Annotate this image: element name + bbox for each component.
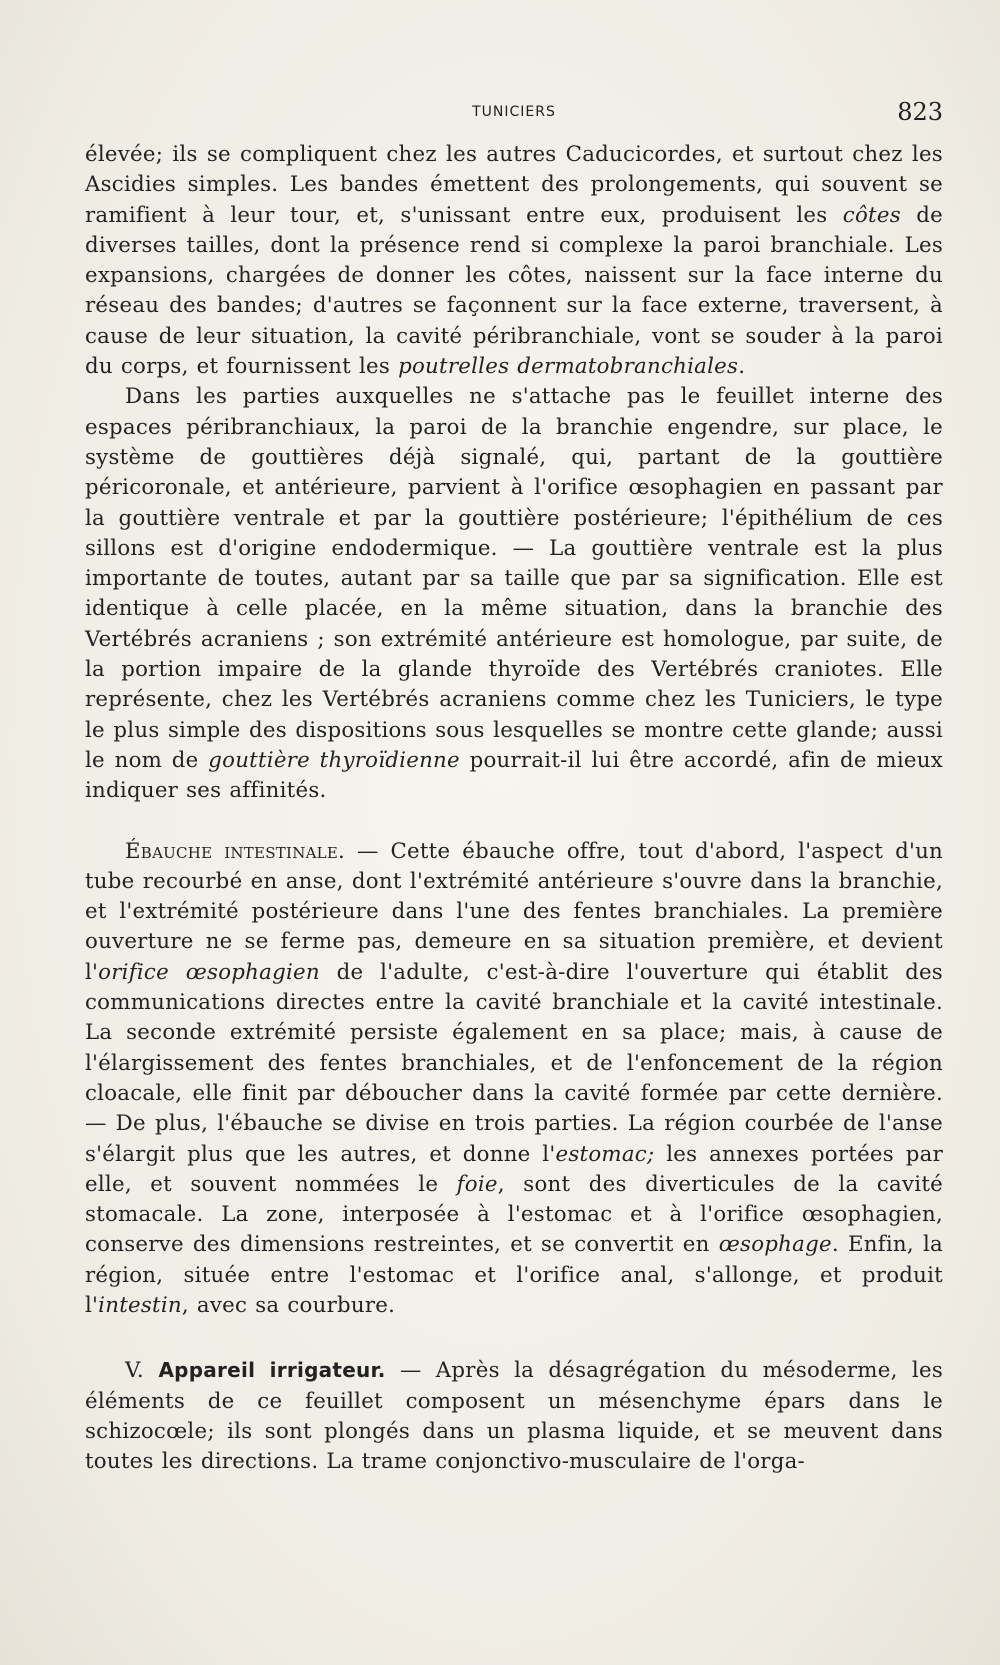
page-number: 823 bbox=[897, 98, 943, 126]
body-text bbox=[85, 140, 943, 1477]
emphasis: poutrelles dermatobranchiales bbox=[398, 354, 739, 380]
emphasis: œsophage bbox=[718, 1232, 832, 1258]
running-title: TUNICIERS bbox=[472, 104, 556, 120]
emphasis: côtes bbox=[842, 202, 901, 228]
emphasis: foie bbox=[456, 1171, 498, 1197]
subsection-heading: Ébauche intestinale. bbox=[125, 838, 346, 864]
paragraph: Dans les parties auxquelles ne s'attache pas le feuillet interne des espaces péribranchiaux, la paroi de la branchie engendre, sur place, le système de gouttières déjà signalé, qui, partant de la gouttière péricoronale, et antérieure, parvient à l'orifice œsophagien en passant par la gouttière ventrale et par la gouttière postérieure; l'épithélium de ces sillons est d'origine endodermique. — La gouttière ventrale est la plus importante de toutes, autant par sa taille que par sa signification. Elle est identique à celle placée, en la même situation, dans la branchie des Vertébrés acraniens ; son extrémité antérieure est homologue, par suite, de la portion impaire de la glande thyroïde des Vertébrés craniotes. Elle représente, chez les Vertébrés acraniens comme chez les Tuniciers, le type le plus simple des dispositions sous lesquelles se montre cette glande; aussi le nom de gouttière thyroïdienne pourrait-il lui être accordé, afin de mieux indiquer ses affinités. bbox=[85, 384, 943, 804]
paragraph: élevée; ils se compliquent chez les autres Caducicordes, et surtout chez les Ascidies simples. Les bandes émettent des prolongements, qui souvent se ramifient à leur tour, et, s'unissant entre eux, produisent les côtes de diverses tailles, dont la présence rend si complexe la paroi branchiale. Les expansions, chargées de donner les côtes, naissent sur la face interne du réseau des bandes; d'autres se façonnent sur la face externe, traversent, à cause de leur situation, la cavité péribranchiale, vont se souder à la paroi du corps, et fournissent les poutrelles dermatobranchiales. bbox=[85, 142, 943, 380]
section-heading: V. Appareil irrigateur. bbox=[125, 1358, 386, 1384]
paragraph: V. Appareil irrigateur. — Après la désagrégation du mésoderme, les éléments de ce feuillet composent un mésenchyme épars dans le schizocœle; ils sont plongés dans un plasma liquide, et se meuvent dans toutes les directions. La trame conjonctivo-musculaire de l'orga- bbox=[85, 1358, 944, 1475]
emphasis: estomac; bbox=[555, 1141, 655, 1167]
paragraph: Ébauche intestinale. — Cette ébauche offre, tout d'abord, l'aspect d'un tube recourbé en anse, dont l'extrémité antérieure s'ouvre dans la branchie, et l'extrémité postérieure dans l'une des fentes branchiales. La première ouverture ne se ferme pas, demeure en sa situation première, et devient l'orifice œsophagien de l'adulte, c'est-à-dire l'ouverture qui établit des communications directes entre la cavité branchiale et la cavité intestinale. La seconde extrémité persiste également en sa place; mais, à cause de l'élargissement des fentes branchiales, et de l'enfoncement de la région cloacale, elle finit par déboucher dans la cavité formée par cette dernière. — De plus, l'ébauche se divise en trois parties. La région courbée de l'anse s'élargit plus que les autres, et donne l'estomac; les annexes portées par elle, et souvent nommées le foie, sont des diverticules de la cavité stomacale. La zone, interposée à l'estomac et à l'orifice œsophagien, conserve des dimensions restreintes, et se convertit en œsophage. Enfin, la région, située entre l'estomac et l'orifice anal, s'allonge, et produit l'intestin, avec sa courbure. bbox=[85, 838, 944, 1318]
emphasis: intestin bbox=[98, 1292, 182, 1318]
emphasis: orifice œsophagien bbox=[98, 959, 320, 985]
emphasis: gouttière thyroïdienne bbox=[208, 747, 460, 773]
running-head bbox=[85, 100, 943, 130]
